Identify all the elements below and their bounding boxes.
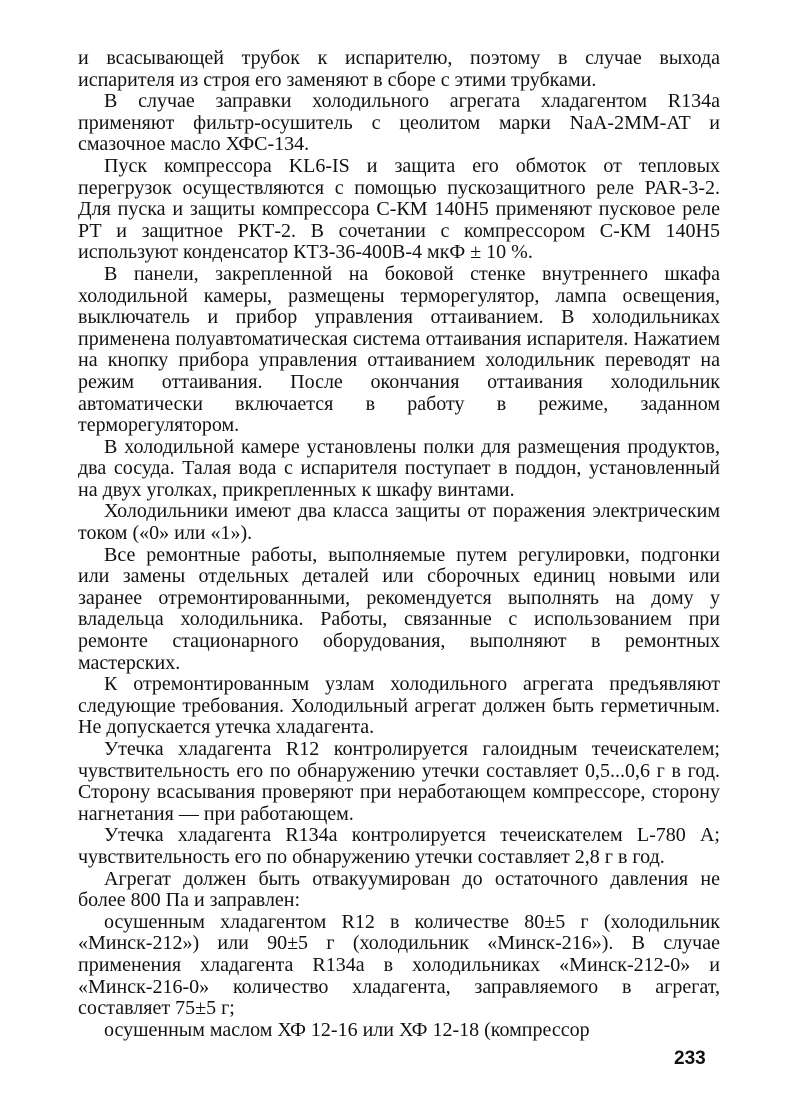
paragraph: Утечка хладагента R134a контролируется течеискателем L-780 А; чувствительность его по обнаружению утечки составляет 2,8 г в год.: [78, 824, 720, 868]
page-number: 233: [674, 1048, 706, 1069]
paragraph: В панели, закрепленной на боковой стенке внутреннего шкафа холодильной камеры, размещены терморегулятор, лампа освещения, выключатель и прибор управления оттаиванием. В холодильниках применена полуавтоматическая система оттаивания испарителя. Нажатием на кнопку прибора управления оттаиванием холодильник переводят на режим оттаивания. После окончания оттаивания холодильник автоматически включается в работу в режиме, заданном терморегулятором.: [78, 262, 720, 437]
paragraph: Утечка хладагента R12 контролируется галоидным течеискателем; чувствительность его по обнаружению утечки составляет 0,5...0,6 г в год. Сторону всасывания проверяют при неработающем компрессоре, сторону нагнетания — при работающем.: [78, 738, 720, 825]
paragraph: В случае заправки холодильного агрегата хладагентом R134а применяют фильтр-осушитель с цеолитом марки NaA-2MM-AT и смазочное масло ХФС-134.: [78, 90, 720, 156]
paragraph: осушенным хладагентом R12 в количестве 80±5 г (холодильник «Минск-212») или 90±5 г (холодильник «Минск-216»). В случае применения хладагента R134a в холодильниках «Минск-212-0» и «Минск-216-0» количество хладагента, заправляемого в агрегат, составляет 75±5 г;: [78, 910, 720, 1020]
paragraph: Все ремонтные работы, выполняемые путем регулировки, подгонки или замены отдельных деталей или сборочных единиц новыми или заранее отремонтированными, рекомендуется выполнять на дому у владельца холодильника. Работы, связанные с использованием при ремонте стационарного оборудования, выполняют в ремонтных мастерских.: [78, 543, 720, 674]
paragraph: Агрегат должен быть отвакуумирован до остаточного давления не более 800 Па и заправлен:: [78, 867, 720, 912]
paragraph: Пуск компрессора KL6-IS и защита его обмоток от тепловых перегрузок осуществляются с помощью пускозащитного реле PAR-3-2. Для пуска и защиты компрессора С-КМ 140Н5 применяют пусковое реле РТ и защитное РКТ-2. В сочетании с компрессором С-КМ 140Н5 используют конденсатор КТЗ-36-400В-4 мкФ ± 10 %.: [78, 154, 720, 264]
paragraph: и всасывающей трубок к испарителю, поэтому в случае выхода испарителя из строя его заменяют в сборе с этими трубками.: [78, 47, 720, 91]
paragraph: осушенным маслом ХФ 12-16 или ХФ 12-18 (компрессор: [104, 1018, 590, 1041]
paragraph: Холодильники имеют два класса защиты от поражения электрическим током («0» или «1»).: [78, 500, 720, 545]
page-body: [78, 48, 720, 1041]
paragraph: К отремонтированным узлам холодильного агрегата предъявляют следующие требования. Холодильный агрегат должен быть герметичным. Не допускается утечка хладагента.: [78, 673, 720, 739]
paragraph: В холодильной камере установлены полки для размещения продуктов, два сосуда. Талая вода с испарителя поступает в поддон, установленный на двух уголках, прикрепленных к шкафу винтами.: [78, 435, 720, 501]
